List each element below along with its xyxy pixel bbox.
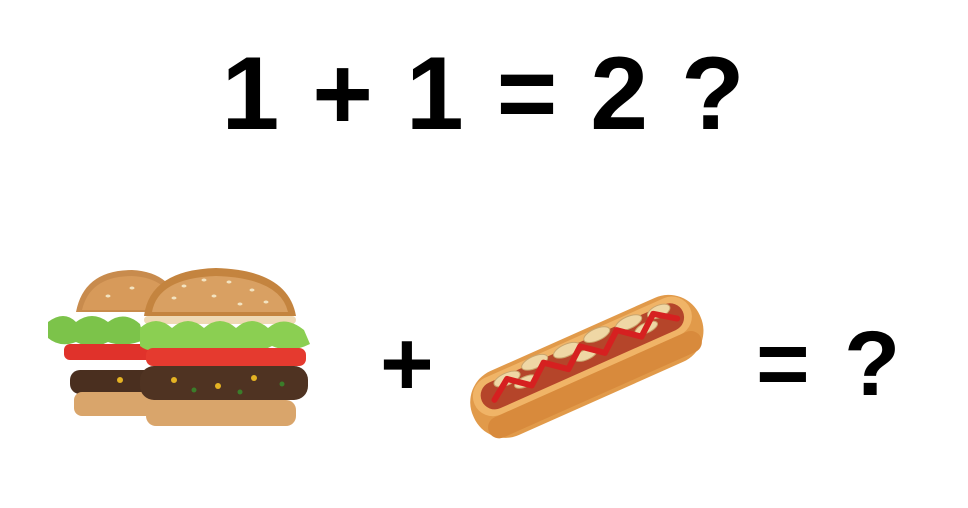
question-mark: ? (844, 313, 901, 415)
equals-sign: = (756, 313, 810, 415)
plus-sign: + (380, 313, 434, 415)
headline-equation: 1 + 1 = 2 ? (221, 36, 747, 152)
hotdog-image (446, 270, 722, 450)
hamburger-image (4, 252, 362, 442)
